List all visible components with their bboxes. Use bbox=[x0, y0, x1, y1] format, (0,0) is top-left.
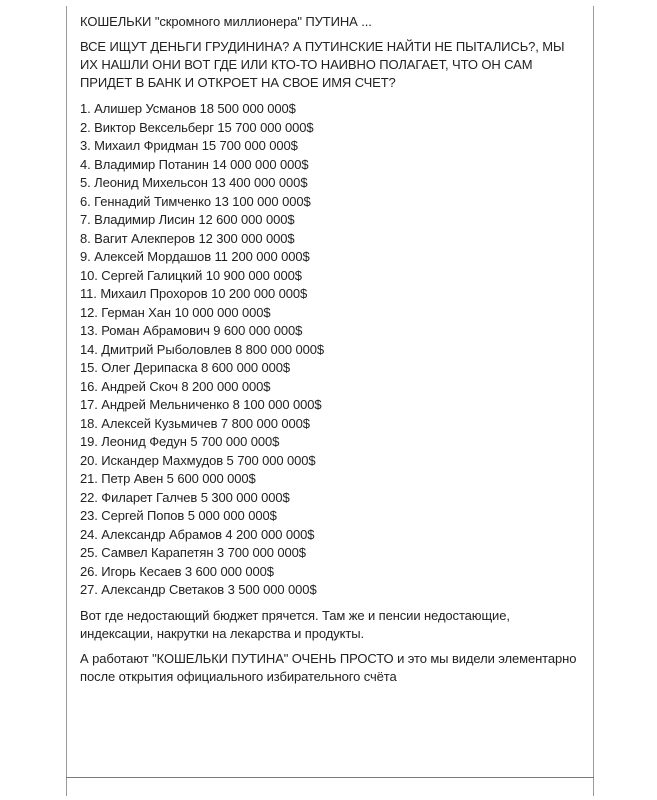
list-item: 14. Дмитрий Рыболовлев 8 800 000 000$ bbox=[80, 341, 324, 357]
post-title: КОШЕЛЬКИ "скромного миллионера" ПУТИНА ... bbox=[80, 14, 372, 29]
list-item: 2. Виктор Вексельберг 15 700 000 000$ bbox=[80, 119, 314, 135]
post-body bbox=[80, 13, 585, 693]
list-item: 27. Александр Светаков 3 500 000 000$ bbox=[80, 582, 317, 597]
list-item: 25. Самвел Карапетян 3 700 000 000$ bbox=[80, 545, 306, 560]
list-item: 17. Андрей Мельниченко 8 100 000 000$ bbox=[80, 397, 322, 412]
list-item: 26. Игорь Кесаев 3 600 000 000$ bbox=[80, 563, 274, 579]
list-item: 1. Алишер Усманов 18 500 000 000$ bbox=[80, 101, 296, 116]
billionaires-list bbox=[80, 100, 585, 600]
list-item: 3. Михаил Фридман 15 700 000 000$ bbox=[80, 138, 298, 153]
list-item: 19. Леонид Федун 5 700 000 000$ bbox=[80, 434, 280, 449]
list-item: 23. Сергей Попов 5 000 000 000$ bbox=[80, 508, 277, 523]
list-item: 8. Вагит Алекперов 12 300 000 000$ bbox=[80, 230, 295, 246]
list-item: 11. Михаил Прохоров 10 200 000 000$ bbox=[80, 286, 308, 301]
list-item: 22. Филарет Галчев 5 300 000 000$ bbox=[80, 489, 290, 505]
list-item: 7. Владимир Лисин 12 600 000 000$ bbox=[80, 212, 295, 227]
list-item: 16. Андрей Скоч 8 200 000 000$ bbox=[80, 378, 271, 394]
budget-paragraph: Вот где недостающий бюджет прячется. Там же и пенсии недостающие, индексации, накрутки на лекарства и продукты. bbox=[80, 607, 510, 641]
list-item: 9. Алексей Мордашов 11 200 000 000$ bbox=[80, 249, 310, 264]
list-item: 4. Владимир Потанин 14 000 000 000$ bbox=[80, 156, 309, 172]
wallets-paragraph: А работают "КОШЕЛЬКИ ПУТИНА" ОЧЕНЬ ПРОСТО и это мы видели элементарно после открытия официального избирательного счёта bbox=[80, 650, 577, 684]
bottom-divider bbox=[66, 777, 594, 778]
list-item: 20. Искандер Махмудов 5 700 000 000$ bbox=[80, 452, 316, 468]
list-item: 18. Алексей Кузьмичев 7 800 000 000$ bbox=[80, 415, 310, 431]
list-item: 24. Александр Абрамов 4 200 000 000$ bbox=[80, 526, 315, 542]
list-item: 10. Сергей Галицкий 10 900 000 000$ bbox=[80, 267, 302, 283]
list-item: 12. Герман Хан 10 000 000 000$ bbox=[80, 304, 271, 320]
list-item: 5. Леонид Михельсон 13 400 000 000$ bbox=[80, 175, 308, 190]
post-intro: ВСЕ ИЩУТ ДЕНЬГИ ГРУДИНИНА? А ПУТИНСКИЕ НАЙТИ НЕ ПЫТАЛИСЬ?, МЫ ИХ НАШЛИ ОНИ ВОТ ГДЕ ИЛИ КТО-ТО НАИВНО ПОЛАГАЕТ, ЧТО ОН САМ ПРИДЕТ В БАНК И ОТКРОЕТ НА СВОЕ ИМЯ СЧЕТ? bbox=[80, 39, 565, 90]
list-item: 13. Роман Абрамович 9 600 000 000$ bbox=[80, 323, 303, 338]
list-item: 15. Олег Дерипаска 8 600 000 000$ bbox=[80, 360, 290, 375]
list-item: 6. Геннадий Тимченко 13 100 000 000$ bbox=[80, 193, 311, 209]
list-item: 21. Петр Авен 5 600 000 000$ bbox=[80, 471, 256, 486]
